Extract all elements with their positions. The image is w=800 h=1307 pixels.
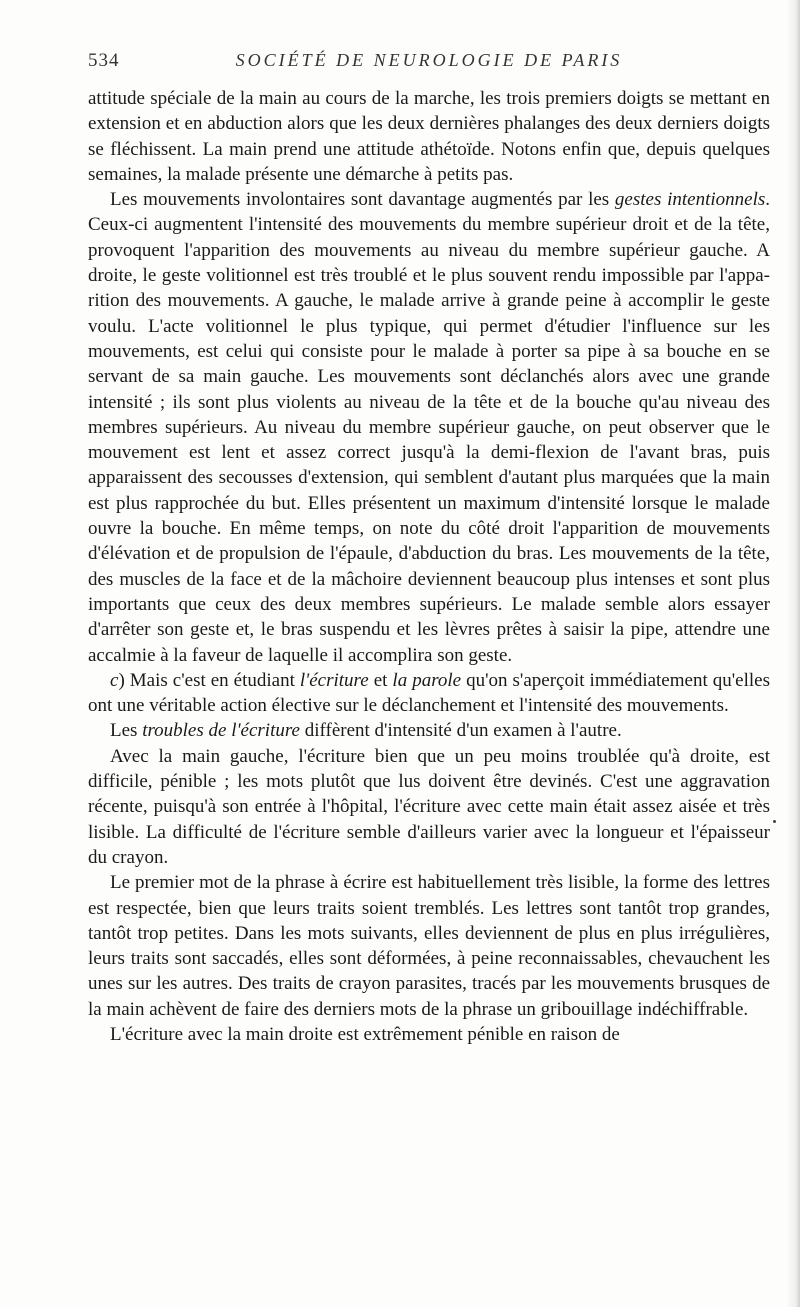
paragraph bbox=[88, 718, 770, 743]
paragraph bbox=[88, 870, 770, 1022]
page-header bbox=[88, 50, 770, 80]
text-run: . Ceux-ci augmentent l'intensité des mouvements du membre supérieur droit et de la tête, provoquent l'apparition des mouvements au niveau du membre supérieur gauche. A droite, le geste volitionnel est très troublé et le plus souvent rendu impossible par l'apparition des mouvements. A gauche, le malade arrive à grande peine à accomplir le geste voulu. L'acte volitionnel le plus typique, qui permet d'étudier l'influence sur les mouvements, est celui qui consiste pour le malade à porter sa pipe à sa bouche en se servant de sa main gauche. Les mouvements sont déclanchés alors avec une grande intensité ; ils sont plus violents au niveau de la tête et de la bouche qu'au niveau des membres supérieurs. Au niveau du membre supérieur gauche, on peut observer que le mouvement est lent et assez correct jusqu'à la demi-flexion de l'avant bras, puis apparaissent des secousses d'extension, qui semblent d'autant plus marquées que la main est plus rapprochée du but. Elles présentent un maximum d'intensité lorsque le malade ouvre la bouche. En même temps, on note du côté droit l'apparition de mouvements d'élévation et de propulsion de l'épaule, d'abduction du bras. Les mouvements de la tête, des muscles de la face et de la mâchoire deviennent beaucoup plus intenses et sont plus importants que ceux des deux membres supérieurs. Le malade semble alors essayer d'arrêter son geste et, le bras suspendu et les lèvres prêtes à saisir la pipe, attendre une accalmie à la faveur de laquelle il accomplira son geste. bbox=[88, 189, 770, 666]
text-run: et bbox=[368, 669, 393, 691]
paragraph bbox=[88, 86, 770, 187]
text-run: attitude spéciale de la main au cours de la marche, les trois premiers doigts se mettant en extension et en abduction alors que les deux dernières phalanges des deux derniers doigts se fléchissent. La main prend une attitude athétoïde. Notons enfin que, depuis quelques semaines, la malade présente une démarche à petits pas. bbox=[88, 88, 770, 185]
italic-text: la parole bbox=[392, 669, 462, 691]
page-number: 534 bbox=[88, 50, 120, 71]
page-edge-shadow bbox=[786, 0, 800, 1307]
paragraph bbox=[88, 744, 770, 870]
text-run: Avec la main gauche, l'écriture bien que un peu moins troublée qu'à droite, est difficile, pénible ; les mots plutôt que lus doivent être devinés. C'est une aggravation récente, puisqu'à son entrée à l'hôpital, l'écriture avec cette main était assez aisée et très lisible. La difficulté de l'écriture semble d'ailleurs varier avec la longueur et l'épaisseur du crayon. bbox=[88, 745, 770, 868]
italic-text: l'écriture bbox=[299, 669, 369, 691]
body-text bbox=[88, 86, 770, 1047]
text-run: L'écriture avec la main droite est extrêmement pénible en raison de bbox=[110, 1023, 620, 1045]
text-run: qu'on s'aperçoit immédiatement qu'elles ont une véritable action élective sur le déclanchement et l'intensité des mouvements. bbox=[88, 669, 770, 717]
text-run: ) Mais c'est en étudiant bbox=[118, 669, 300, 691]
paragraph bbox=[88, 1022, 770, 1047]
running-title: SOCIÉTÉ DE NEUROLOGIE DE PARIS bbox=[235, 50, 623, 70]
text-run: Le premier mot de la phrase à écrire est habituellement très lisible, la forme des lettres est respectée, bien que leurs traits soient tremblés. Les lettres sont tantôt trop grandes, tantôt trop petites. Dans les mots suivants, elles deviennent de plus en plus irrégulières, leurs traits sont saccadés, elles sont déformées, à peine reconnaissables, chevauchent les unes sur les autres. Des traits de crayon parasites, tracés par les mouvements brusques de la main achèvent de faire des derniers mots de la phrase un gribouillage indéchiffrable. bbox=[88, 872, 770, 1020]
italic-text: troubles de l'écriture bbox=[142, 720, 300, 742]
text-run: Les mouvements involontaires sont davantage augmentés par les bbox=[110, 189, 615, 211]
paragraph bbox=[88, 187, 770, 668]
italic-text: gestes intentionnels bbox=[614, 189, 766, 211]
paragraph bbox=[88, 668, 770, 719]
italic-text: c bbox=[110, 669, 119, 691]
print-speck bbox=[773, 820, 776, 823]
text-run: diffèrent d'intensité d'un examen à l'autre. bbox=[299, 720, 622, 742]
text-run: Les bbox=[110, 720, 143, 742]
